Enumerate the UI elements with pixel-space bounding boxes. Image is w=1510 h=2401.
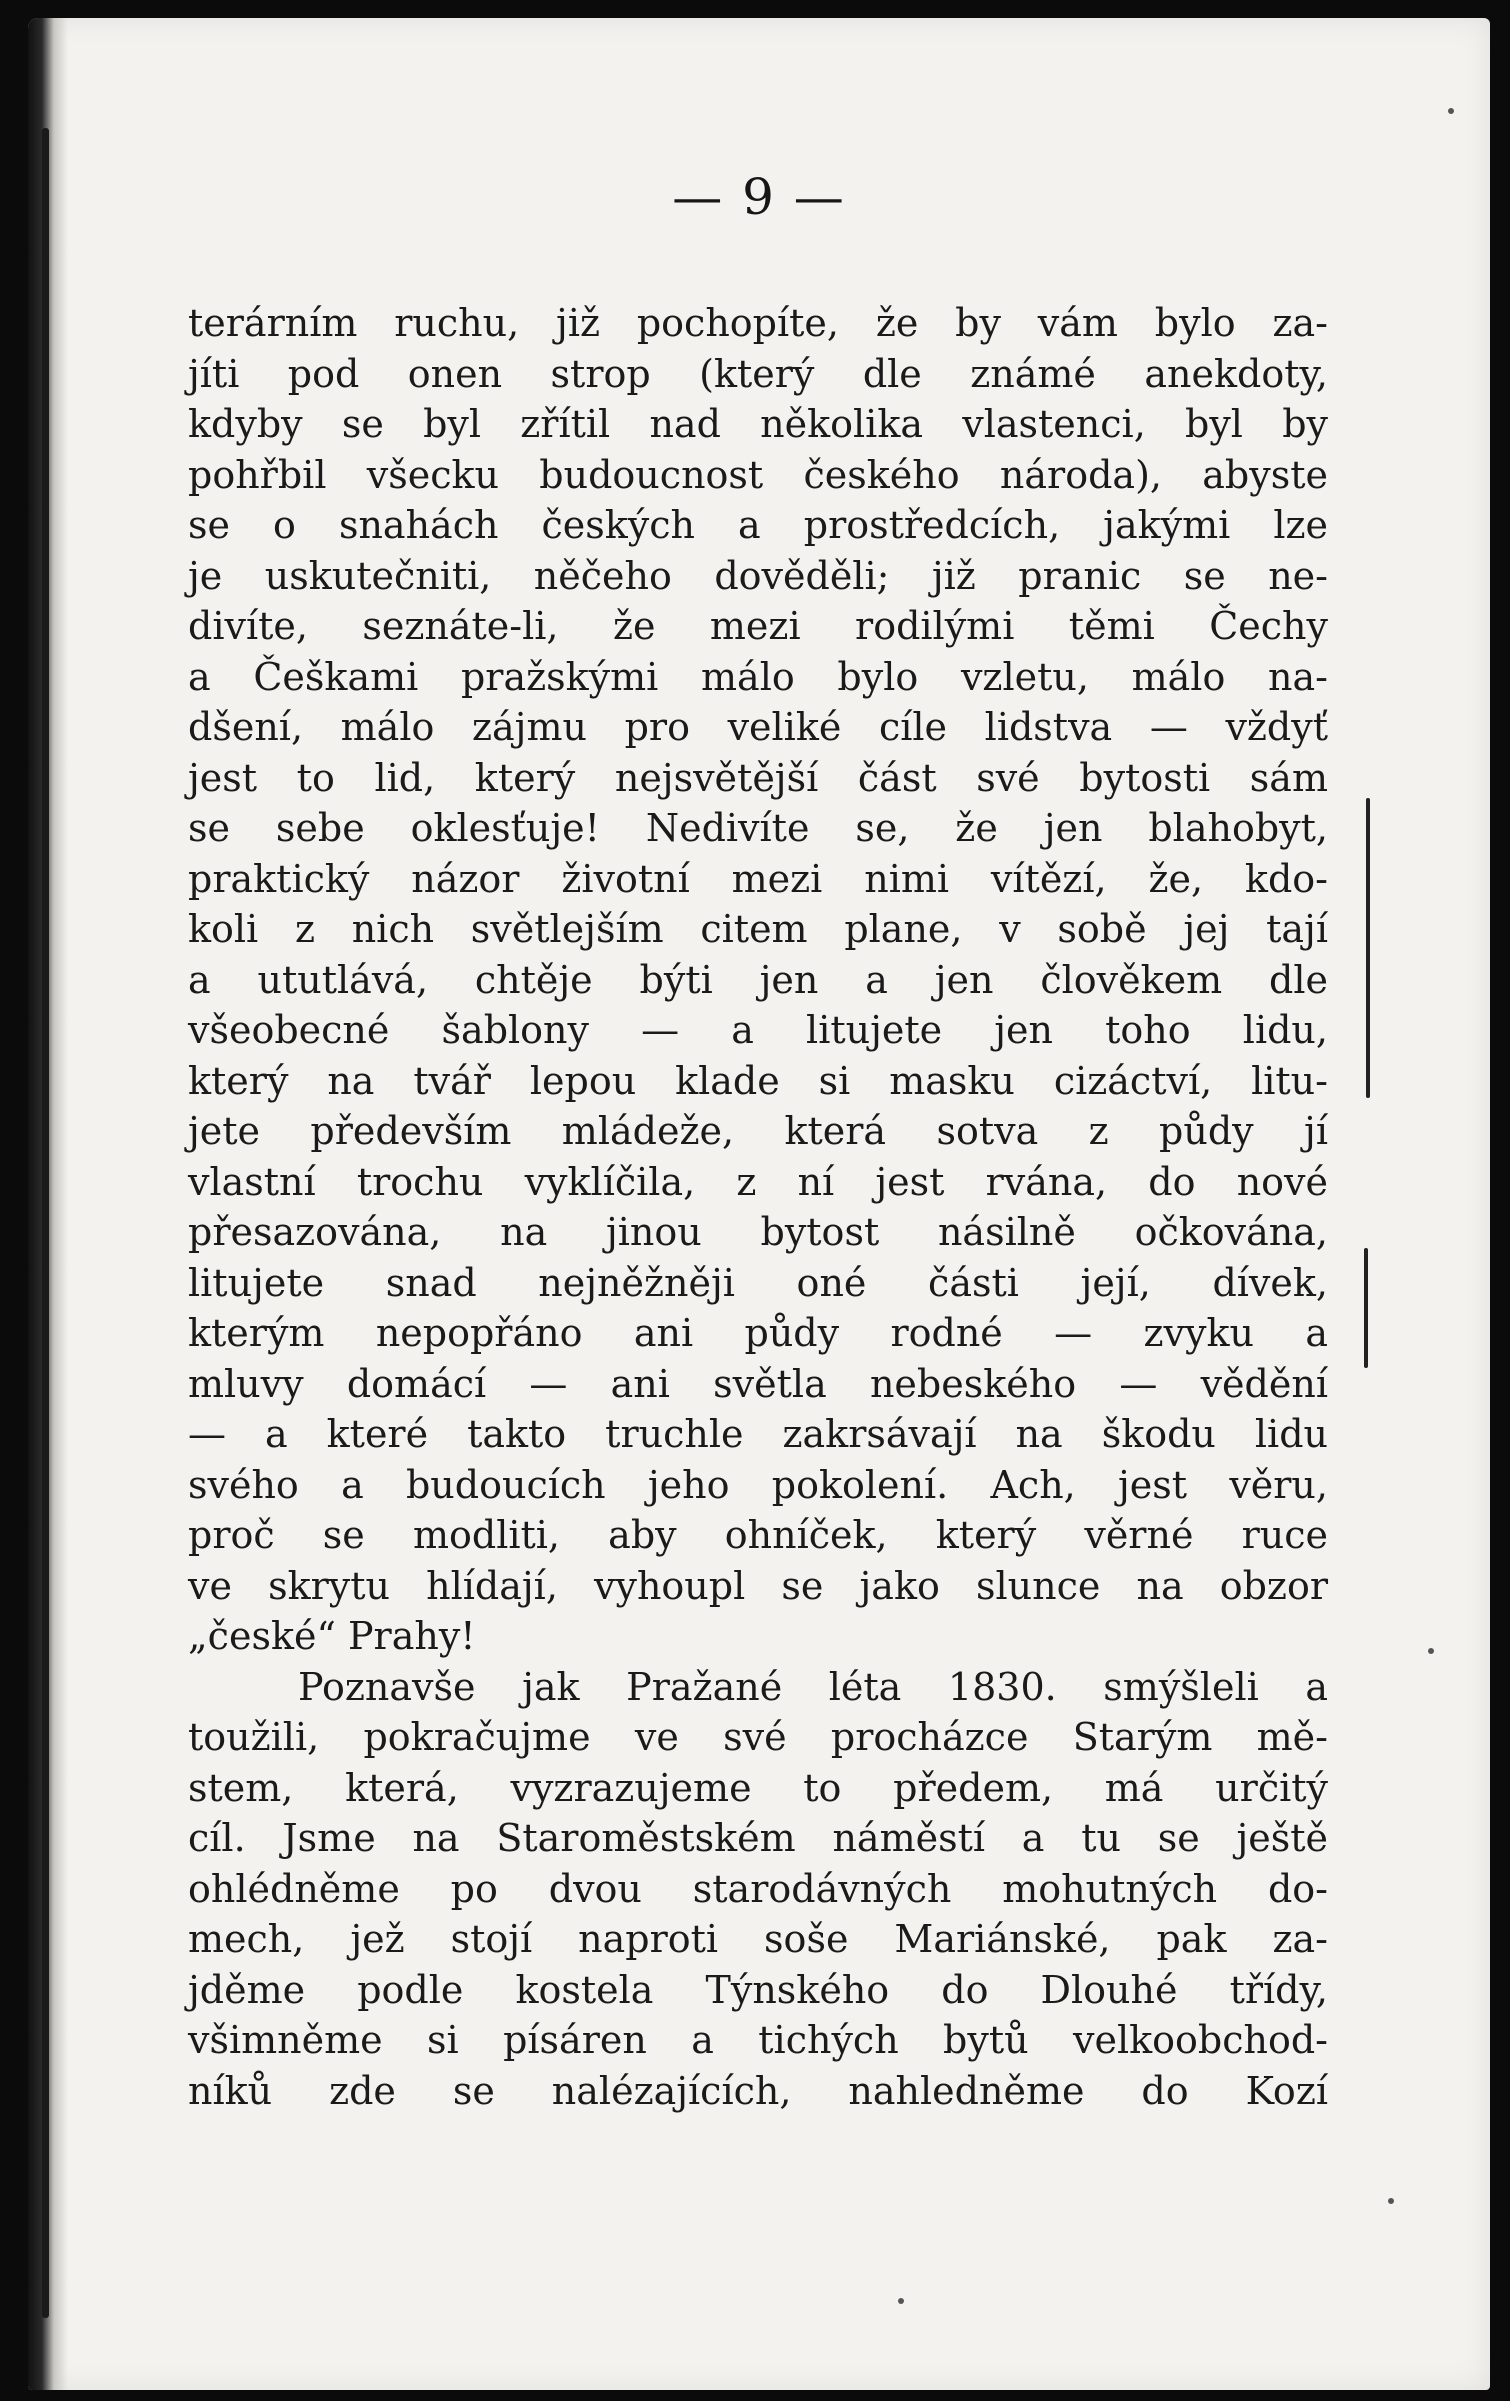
text-line: praktický názor životní mezi nimi vítězí, že, kdo-	[188, 856, 1328, 901]
text-line: jděme podle kostela Týnského do Dlouhé třídy,	[188, 1967, 1328, 2012]
text-line: vlastní trochu vyklíčila, z ní jest rvána, do nové	[188, 1159, 1328, 1204]
paper-speck	[1428, 1648, 1434, 1654]
text-line: se sebe oklesťuje! Nedivíte se, že jen blahobyt,	[188, 806, 1328, 850]
text-line: litujete snad nejněžněji oné části její, dívek,	[188, 1260, 1328, 1305]
margin-mark	[1366, 798, 1370, 1098]
text-line: divíte, seznáte-li, že mezi rodilými těmi Čechy	[188, 604, 1328, 648]
text-line: cíl. Jsme na Staroměstském náměstí a tu se ještě	[188, 1816, 1328, 1860]
text-line: níků zde se nalézajících, nahledněme do Kozí	[188, 2068, 1328, 2113]
text-line: mluvy domácí — ani světla nebeského — vědění	[188, 1361, 1328, 1406]
paper-speck	[898, 2298, 904, 2304]
text-line: jíti pod onen strop (který dle známé anekdoty,	[188, 351, 1328, 396]
paper-speck	[1448, 108, 1454, 114]
text-line: ohlédněme po dvou starodávných mohutných do-	[188, 1866, 1328, 1911]
paragraph-start-line: Poznavše jak Pražané léta 1830. smýšleli a	[298, 1664, 1328, 1709]
text-line: pohřbil všecku budoucnost českého národa), abyste	[188, 452, 1328, 497]
text-line: koli z nich světlejším citem plane, v sobě jej tají	[188, 907, 1328, 951]
text-line: se o snahách českých a prostředcích, jakými lze	[188, 503, 1328, 547]
text-line: je uskutečniti, něčeho dověděli; již pranic se ne-	[188, 553, 1328, 598]
text-line: kdyby se byl zřítil nad několika vlastenci, byl by	[188, 402, 1328, 446]
text-line: jest to lid, který nejsvětější část své bytosti sám	[188, 755, 1328, 800]
book-page	[28, 18, 1490, 2390]
text-line: stem, která, vyzrazujeme to předem, má určitý	[188, 1765, 1328, 1810]
text-line: všeobecné šablony — a litujete jen toho lidu,	[188, 1008, 1328, 1052]
text-line: přesazována, na jinou bytost násilně očkována,	[188, 1210, 1328, 1254]
text-line: a ututlává, chtěje býti jen a jen člověkem dle	[188, 957, 1328, 1002]
text-line: který na tvář lepou klade si masku cizáctví, litu-	[188, 1058, 1328, 1103]
paragraph-end-line: „české“ Prahy!	[188, 1614, 476, 1658]
text-line: všimněme si písáren a tichých bytů velkoobchod-	[188, 2018, 1328, 2062]
text-line: mech, jež stojí naproti soše Mariánské, pak za-	[188, 1917, 1328, 1961]
text-line: a Češkami pražskými málo bylo vzletu, málo na-	[188, 654, 1328, 699]
text-line: ve skrytu hlídají, vyhoupl se jako slunce na obzor	[188, 1563, 1328, 1608]
body-text	[188, 298, 1328, 2116]
paper-speck	[1388, 2198, 1394, 2204]
page-number: — 9 —	[672, 168, 846, 226]
text-line: — a které takto truchle zakrsávají na škodu lidu	[188, 1412, 1328, 1456]
text-line: toužili, pokračujme ve své procházce Starým mě-	[188, 1715, 1328, 1759]
text-line: jete především mládeže, která sotva z půdy jí	[188, 1109, 1328, 1153]
binding-shadow	[42, 128, 49, 2318]
text-line: kterým nepopřáno ani půdy rodné — zvyku a	[188, 1311, 1328, 1355]
text-line: terárním ruchu, již pochopíte, že by vám bylo za-	[188, 301, 1328, 345]
text-line: dšení, málo zájmu pro veliké cíle lidstva — vždyť	[188, 705, 1328, 749]
text-line: svého a budoucích jeho pokolení. Ach, jest věru,	[188, 1462, 1328, 1507]
margin-mark	[1364, 1248, 1368, 1368]
text-line: proč se modliti, aby ohníček, který věrné ruce	[188, 1513, 1328, 1557]
